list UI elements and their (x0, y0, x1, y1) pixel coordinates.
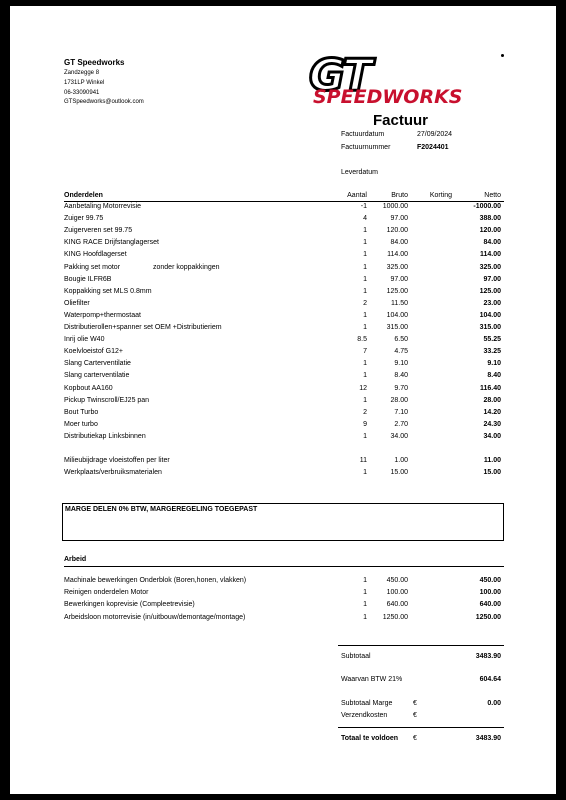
shipping-currency: € (413, 712, 417, 719)
table-row (10, 601, 556, 612)
invoice-title: Factuur (373, 112, 429, 129)
row-gross: 120.00 (386, 227, 408, 235)
margin-currency: € (413, 700, 417, 707)
row-net: 15.00 (483, 469, 501, 477)
table-row (10, 409, 556, 420)
row-qty: 2 (363, 408, 367, 416)
row-qty: 4 (363, 215, 367, 223)
row-qty: 2 (363, 299, 367, 307)
row-description: Koppakking set MLS 0.8mm (64, 287, 152, 295)
row-net: 8.40 (487, 372, 501, 380)
parts-header-gross: Bruto (391, 192, 408, 199)
row-net: 28.00 (483, 396, 501, 404)
table-row (10, 276, 556, 287)
row-net: 640.00 (479, 601, 501, 609)
row-net: 24.30 (483, 420, 501, 428)
row-qty: 1 (363, 263, 367, 271)
row-qty: 8.5 (357, 336, 367, 344)
row-qty: 1 (363, 324, 367, 331)
row-gross: 325.00 (386, 263, 408, 271)
row-qty: 11 (359, 457, 367, 464)
row-net: 11.00 (483, 457, 501, 464)
table-row (10, 457, 556, 468)
row-gross: 6.50 (394, 336, 408, 344)
row-note: zonder koppakkingen (153, 263, 220, 271)
subtotal-label: Subtotaal (341, 653, 371, 660)
row-description: Machinale bewerkingen Onderblok (Boren,honen, vlakken) (64, 577, 247, 584)
row-qty: 1 (363, 577, 367, 584)
row-gross: 315.00 (386, 324, 408, 331)
logo (305, 50, 485, 113)
table-row (10, 324, 556, 335)
parts-header-divider (64, 201, 504, 202)
row-qty: 1 (363, 251, 367, 259)
row-description: Distributierollen+spanner set OEM +Distributieriem (64, 324, 222, 331)
total-label: Totaal te voldoen (341, 735, 399, 742)
parts-header-discount: Korting (429, 192, 452, 199)
row-description: Oliefilter (64, 299, 90, 307)
row-net: 97.00 (483, 275, 501, 283)
row-description: Moer turbo (64, 420, 98, 428)
row-gross: 1250.00 (382, 613, 408, 621)
parts-header-qty: Aantal (347, 192, 367, 199)
row-net: 1250.00 (475, 613, 501, 621)
table-row (10, 336, 556, 347)
company-name: GT Speedworks (64, 58, 125, 67)
row-gross: 125.00 (386, 287, 408, 295)
table-row (10, 300, 556, 311)
table-row (10, 577, 556, 588)
row-qty: 9 (363, 420, 367, 428)
row-gross: 9.70 (394, 384, 408, 392)
table-row (10, 264, 556, 275)
row-net: -1000.00 (473, 203, 501, 210)
margin-subtotal-value: 0.00 (487, 700, 501, 707)
row-gross: 8.40 (394, 372, 408, 380)
table-row (10, 251, 556, 262)
row-net: 120.00 (479, 227, 501, 235)
table-row (10, 239, 556, 250)
table-row (10, 433, 556, 444)
totals-divider (338, 645, 504, 646)
table-row (10, 312, 556, 323)
row-description: Pickup Twinscroll/EJ25 pan (64, 396, 150, 404)
dot-mark (501, 54, 504, 57)
row-gross: 114.00 (387, 251, 408, 259)
row-net: 325.00 (479, 263, 501, 271)
row-description: Slang Carterventilatie (64, 360, 131, 368)
row-gross: 100.00 (386, 589, 408, 597)
row-net: 34.00 (483, 432, 501, 440)
row-gross: 97.00 (390, 275, 408, 283)
table-row (10, 469, 556, 480)
row-qty: 1 (363, 372, 367, 380)
row-description: KING Hoofdlagerset (64, 251, 127, 259)
row-net: 104.00 (479, 311, 501, 319)
labour-divider (64, 566, 504, 567)
table-row (10, 348, 556, 359)
row-gross: 15.00 (390, 469, 408, 477)
row-net: 125.00 (479, 287, 501, 295)
row-qty: 1 (363, 589, 367, 597)
logo-speedworks-text: SPEEDWORKS (313, 86, 463, 108)
row-qty: 1 (363, 239, 367, 247)
margin-note-box (62, 503, 504, 541)
row-description: Milieubijdrage vloeistoffen per liter (64, 457, 170, 464)
row-qty: 1 (363, 613, 367, 621)
row-gross: 28.00 (390, 396, 408, 404)
shipping-label: Verzendkosten (341, 712, 388, 719)
row-gross: 640.00 (386, 601, 408, 609)
table-row (10, 360, 556, 371)
row-qty: 1 (363, 469, 367, 477)
row-qty: 1 (363, 432, 367, 440)
row-gross: 2.70 (394, 420, 408, 428)
row-description: Zuigerveren set 99.75 (64, 227, 133, 235)
row-description: Zuiger 99.75 (64, 215, 104, 223)
row-gross: 104.00 (386, 311, 408, 319)
row-qty: 7 (363, 348, 367, 356)
row-description: Arbeidsloon motorrevisie (in/uitbouw/demontage/montage) (64, 613, 246, 621)
row-gross: 11.50 (391, 299, 408, 307)
row-net: 23.00 (483, 299, 501, 307)
row-description: Bout Turbo (64, 408, 99, 416)
company-email: GTSpeedworks@outlook.com (64, 99, 144, 105)
row-qty: 1 (363, 396, 367, 404)
row-qty: 1 (363, 311, 367, 319)
delivery-date-label: Leverdatum (341, 169, 378, 176)
labour-title: Arbeid (64, 556, 87, 563)
row-gross: 84.00 (390, 239, 408, 247)
row-net: 450.00 (479, 577, 501, 584)
row-description: Aanbetaling Motorrevisie (64, 203, 142, 210)
row-gross: 97.00 (390, 215, 408, 223)
invoice-date-label: Factuurdatum (341, 131, 385, 138)
row-description: Reinigen onderdelen Motor (64, 589, 149, 597)
parts-header-item: Onderdelen (64, 192, 103, 199)
row-net: 84.00 (483, 239, 501, 247)
row-description: Waterpomp+thermostaat (64, 311, 141, 319)
table-row (10, 203, 556, 214)
company-street: Zandzegge 8 (64, 70, 100, 76)
row-qty: 1 (363, 227, 367, 235)
row-net: 55.25 (483, 336, 501, 344)
table-row (10, 372, 556, 383)
row-net: 100.00 (479, 589, 501, 597)
row-net: 33.25 (483, 348, 501, 356)
row-qty: 1 (363, 287, 367, 295)
invoice-number-value: F2024401 (417, 144, 449, 151)
row-description: KING RACE Drijfstanglagerset (64, 239, 159, 247)
row-description: Koelvloeistof G12+ (64, 348, 123, 356)
table-row (10, 589, 556, 600)
row-qty: 1 (363, 360, 367, 368)
logo-gt-text: GT (309, 50, 371, 101)
row-description: Pakking set motor (64, 263, 121, 271)
row-net: 315.00 (479, 324, 501, 331)
row-gross: 9.10 (394, 360, 408, 368)
row-net: 114.00 (479, 251, 501, 259)
row-gross: 7.10 (394, 408, 408, 416)
row-gross: 4.75 (394, 348, 408, 356)
row-description: Bougie ILFR6B (64, 275, 112, 283)
total-currency: € (413, 735, 417, 742)
row-qty: 12 (359, 384, 367, 392)
invoice-page (10, 6, 556, 794)
margin-subtotal-label: Subtotaal Marge (341, 700, 393, 707)
row-qty: -1 (360, 203, 367, 210)
table-row (10, 288, 556, 299)
row-description: Bewerkingen koprevisie (Compleetrevisie) (64, 601, 195, 609)
row-description: Slang carterventilatie (64, 372, 130, 380)
total-value: 3483.90 (475, 735, 501, 742)
row-gross: 34.00 (390, 432, 408, 440)
invoice-number-label: Factuurnummer (341, 144, 391, 151)
company-phone: 06-33090941 (64, 90, 100, 96)
row-description: Kopbout AA160 (64, 384, 113, 392)
table-row (10, 614, 556, 625)
row-net: 9.10 (487, 360, 501, 368)
row-gross: 1.00 (394, 457, 408, 464)
margin-note-text: MARGE DELEN 0% BTW, MARGEREGELING TOEGEPAST (65, 506, 258, 513)
row-gross: 450.00 (386, 577, 408, 584)
row-description: Inrij olie W40 (64, 336, 105, 344)
table-row (10, 421, 556, 432)
table-row (10, 385, 556, 396)
company-city: 1731LP Winkel (64, 80, 105, 86)
parts-header-net: Netto (484, 192, 501, 199)
row-net: 14.20 (483, 408, 501, 416)
table-row (10, 215, 556, 226)
row-description: Distributiekap Linksbinnen (64, 432, 146, 440)
row-qty: 1 (363, 601, 367, 609)
row-net: 116.40 (479, 384, 501, 392)
row-description: Werkplaats/verbruiksmaterialen (64, 469, 162, 477)
table-row (10, 397, 556, 408)
row-net: 388.00 (479, 215, 501, 223)
invoice-date-value: 27/09/2024 (417, 131, 453, 138)
vat-value: 604.64 (479, 676, 501, 683)
total-divider (338, 727, 504, 728)
row-qty: 1 (363, 275, 367, 283)
vat-label: Waarvan BTW 21% (341, 676, 403, 683)
subtotal-value: 3483.90 (475, 653, 501, 660)
row-gross: 1000.00 (382, 203, 408, 210)
table-row (10, 227, 556, 238)
